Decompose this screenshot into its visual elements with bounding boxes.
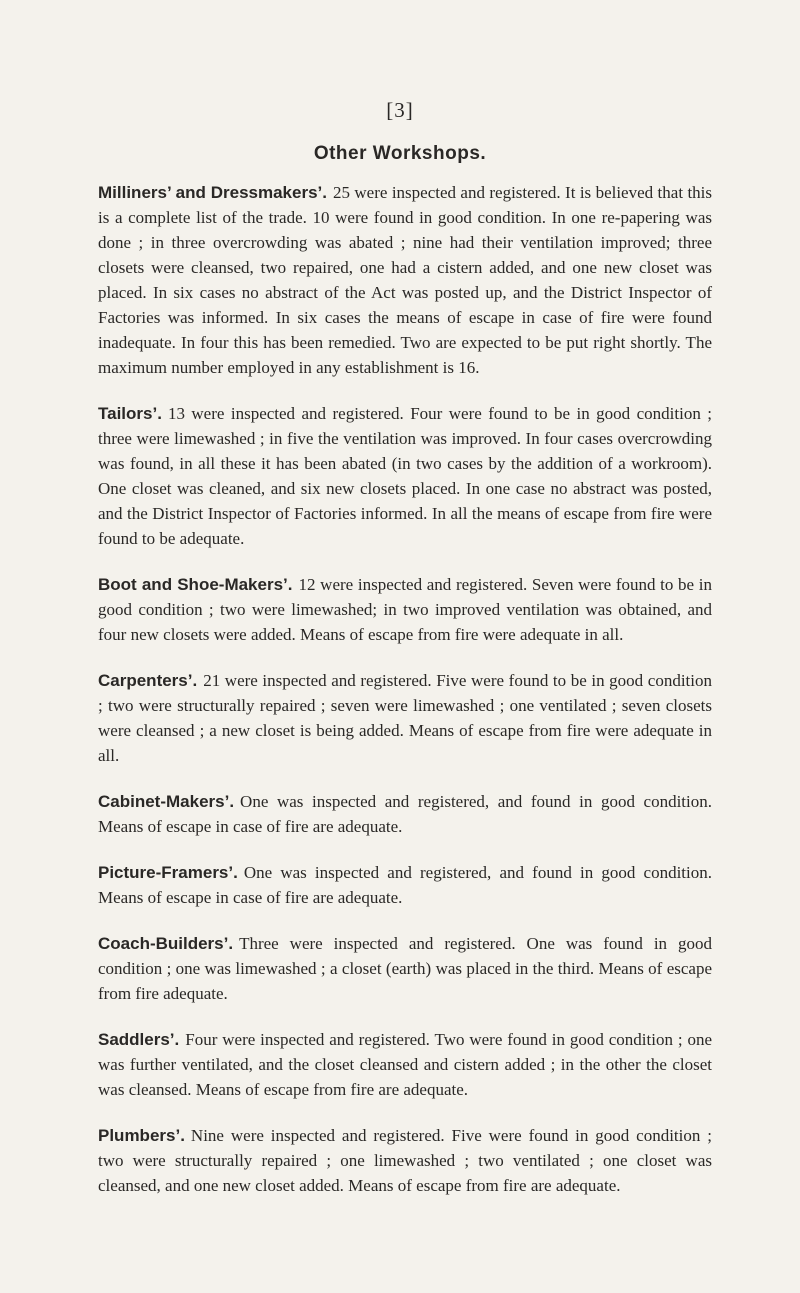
paragraph-text: 12 were inspected and registered. Seven were found to be in good condition ; two were limewashed; in two improved ventilation was obtained, and four new closets were added. Means of escape from fire were adequate in all. xyxy=(98,575,713,644)
paragraph-heading: Tailors’. xyxy=(98,404,162,423)
paragraph-text: Three were inspected and registered. One was found in good condition ; one was limewashed ; a closet (earth) was placed in the third. Means of escape from fire adequate. xyxy=(98,934,712,1003)
paragraph-saddlers xyxy=(98,1027,712,1102)
section-title: Other Workshops. xyxy=(313,143,487,164)
paragraph-boot-shoe-makers xyxy=(98,572,712,647)
paragraph-heading: Boot and Shoe-Makers’. xyxy=(98,575,293,594)
paragraph-carpenters xyxy=(98,668,712,768)
paragraph-heading: Milliners’ and Dressmakers’. xyxy=(98,183,327,202)
paragraph-picture-framers xyxy=(98,860,712,910)
paragraph-heading: Coach-Builders’. xyxy=(98,934,234,953)
paragraph-text: One was inspected and registered, and found in good condition. Means of escape in case of fire are adequate. xyxy=(98,863,712,907)
paragraph-milliners xyxy=(98,180,712,380)
paragraph-text: 25 were inspected and registered. It is believed that this is a complete list of the trade. 10 were found in good condition. In one re-papering was done ; in three overcrowding was abated ; nine had their ventilation improved; three closets were cleansed, two repaired, one had a cistern added, and one new closet was placed. In six cases no abstract of the Act was posted up, and the District Inspector of Factories was informed. In six cases the means of escape in case of fire were found inadequate. In four this has been remedied. Two are expected to be put right shortly. The maximum number employed in any establishment is 16. xyxy=(98,183,713,377)
paragraph-coach-builders xyxy=(98,931,712,1006)
paragraph-text: Four were inspected and registered. Two were found in good condition ; one was further ventilated, and the closet cleansed and cistern added ; in the other the closet was cleansed. Means of escape from fire are adequate. xyxy=(98,1030,712,1099)
paragraph-heading: Cabinet-Makers’. xyxy=(98,792,235,811)
page-number: [3] xyxy=(386,98,414,122)
paragraph-heading: Saddlers’. xyxy=(98,1030,180,1049)
paragraph-heading: Picture-Framers’. xyxy=(98,863,238,882)
paragraph-heading: Carpenters’. xyxy=(98,671,198,690)
paragraph-cabinet-makers xyxy=(98,789,712,839)
paragraph-heading: Plumbers’. xyxy=(98,1126,185,1145)
paragraph-text: Nine were inspected and registered. Five were found in good condition ; two were structurally repaired ; one limewashed ; two ventilated ; one closet was cleansed, and one new closet added. Means of escape from fire are adequate. xyxy=(98,1126,712,1195)
paragraph-plumbers xyxy=(98,1123,712,1198)
document-body xyxy=(98,180,712,1219)
paragraph-tailors xyxy=(98,401,712,551)
paragraph-text: 13 were inspected and registered. Four were found to be in good condition ; three were limewashed ; in five the ventilation was improved. In four cases overcrowding was found, in all these it has been abated (in two cases by the addition of a workroom). One closet was cleaned, and six new closets placed. In one case no abstract was posted, and the District Inspector of Factories informed. In all the means of escape from fire were found to be adequate. xyxy=(98,404,712,548)
paragraph-text: 21 were inspected and registered. Five were found to be in good condition ; two were structurally repaired ; seven were limewashed ; one ventilated ; seven closets were cleansed ; a new closet is being added. Means of escape from fire were adequate in all. xyxy=(98,671,712,765)
paragraph-text: One was inspected and registered, and found in good condition. Means of escape in case of fire are adequate. xyxy=(98,792,712,836)
